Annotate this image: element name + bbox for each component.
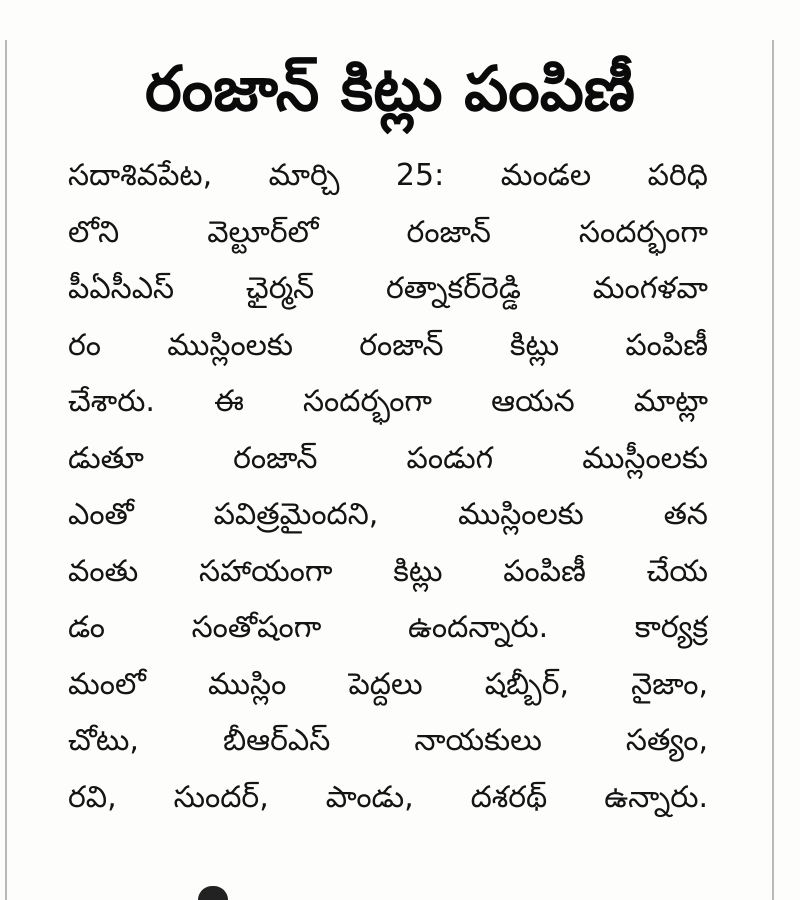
headline: రంజాన్ కిట్లు పంపిణీ <box>144 52 635 125</box>
body-line-3: పీఏసీఎస్ ఛైర్మన్ రత్నాకర్‌రెడ్డి మంగళవా <box>68 271 708 306</box>
body-line-9: డం సంతోషంగా ఉందన్నారు. కార్యక్ర <box>68 610 708 645</box>
body-line-10: మంలో ముస్లిం పెద్దలు షబ్బీర్, నైజాం, <box>68 666 708 702</box>
article-body <box>68 148 708 826</box>
body-line-4: రం ముస్లింలకు రంజాన్ కిట్లు పంపిణీ <box>68 327 708 363</box>
body-line-8: వంతు సహాయంగా కిట్లు పంపిణీ చేయ <box>68 553 708 589</box>
body-line-6: డుతూ రంజాన్ పండుగ ముస్లీంలకు <box>68 440 708 476</box>
body-line-12: రవి, సుందర్, పాండు, దశరథ్ ఉన్నారు. <box>68 779 708 815</box>
body-line-1: సదాశివపేట, మార్చి 25: మండల పరిధి <box>68 158 708 193</box>
column-rule-right <box>772 40 774 900</box>
body-line-5: చేశారు. ఈ సందర్భంగా ఆయన మాట్లా <box>68 384 708 419</box>
body-line-7: ఎంతో పవిత్రమైందని, ముస్లింలకు తన <box>68 497 708 532</box>
cropped-next-article-fragment <box>198 886 228 900</box>
body-line-2: లోని వెల్టూర్‌లో రంజాన్ సందర్భంగా <box>68 214 708 250</box>
body-line-11: చోటు, బీఆర్ఎస్ నాయకులు సత్యం, <box>68 723 708 758</box>
column-rule-left <box>5 40 7 900</box>
